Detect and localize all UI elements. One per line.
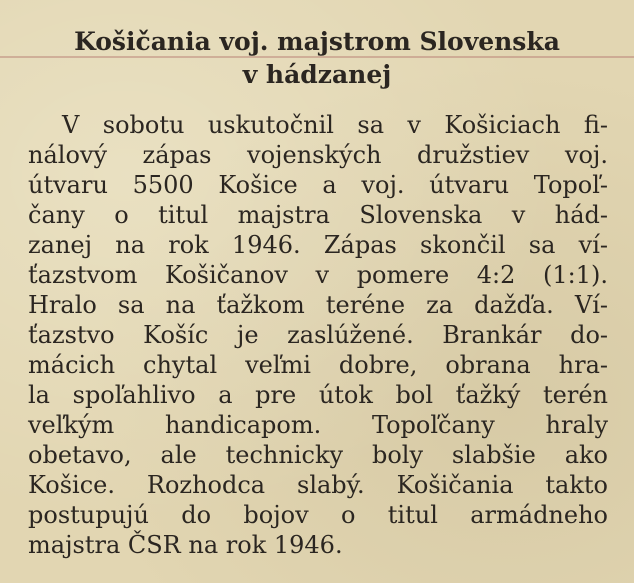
body-line: veľkým handicapom. Topoľčany hraly [28,411,608,439]
body-line: ťazstvo Košíc je zaslúžené. Brankár do- [28,321,608,349]
body-line: útvaru 5500 Košice a voj. útvaru Topoľ- [28,171,608,199]
body-line: nálový zápas vojenských družstiev voj. [28,141,608,169]
headline-line-1: Košičania voj. majstrom Slovenska [74,27,560,56]
body-line: zanej na rok 1946. Zápas skončil sa ví- [28,231,608,259]
body-line: la spoľahlivo a pre útok bol ťažký terén [28,381,608,409]
headline-line-2: v hádzanej [242,60,392,89]
body-line: majstra ČSR na rok 1946. [28,531,343,559]
body-line: V sobotu uskutočnil sa v Košiciach fi- [62,111,608,139]
body-line: Hralo sa na ťažkom teréne za dažďa. Ví- [28,291,608,319]
body-line: ťazstvom Košičanov v pomere 4:2 (1:1). [28,261,608,289]
body-line: čany o titul majstra Slovenska v hád- [28,201,608,229]
body-line: obetavo, ale technicky boly slabšie ako [28,441,608,469]
body-line: Košice. Rozhodca slabý. Košičania takto [28,471,608,499]
fold-line [0,56,634,58]
body-line: mácich chytal veľmi dobre, obrana hra- [28,351,608,379]
body-line: postupujú do bojov o titul armádneho [28,501,608,529]
